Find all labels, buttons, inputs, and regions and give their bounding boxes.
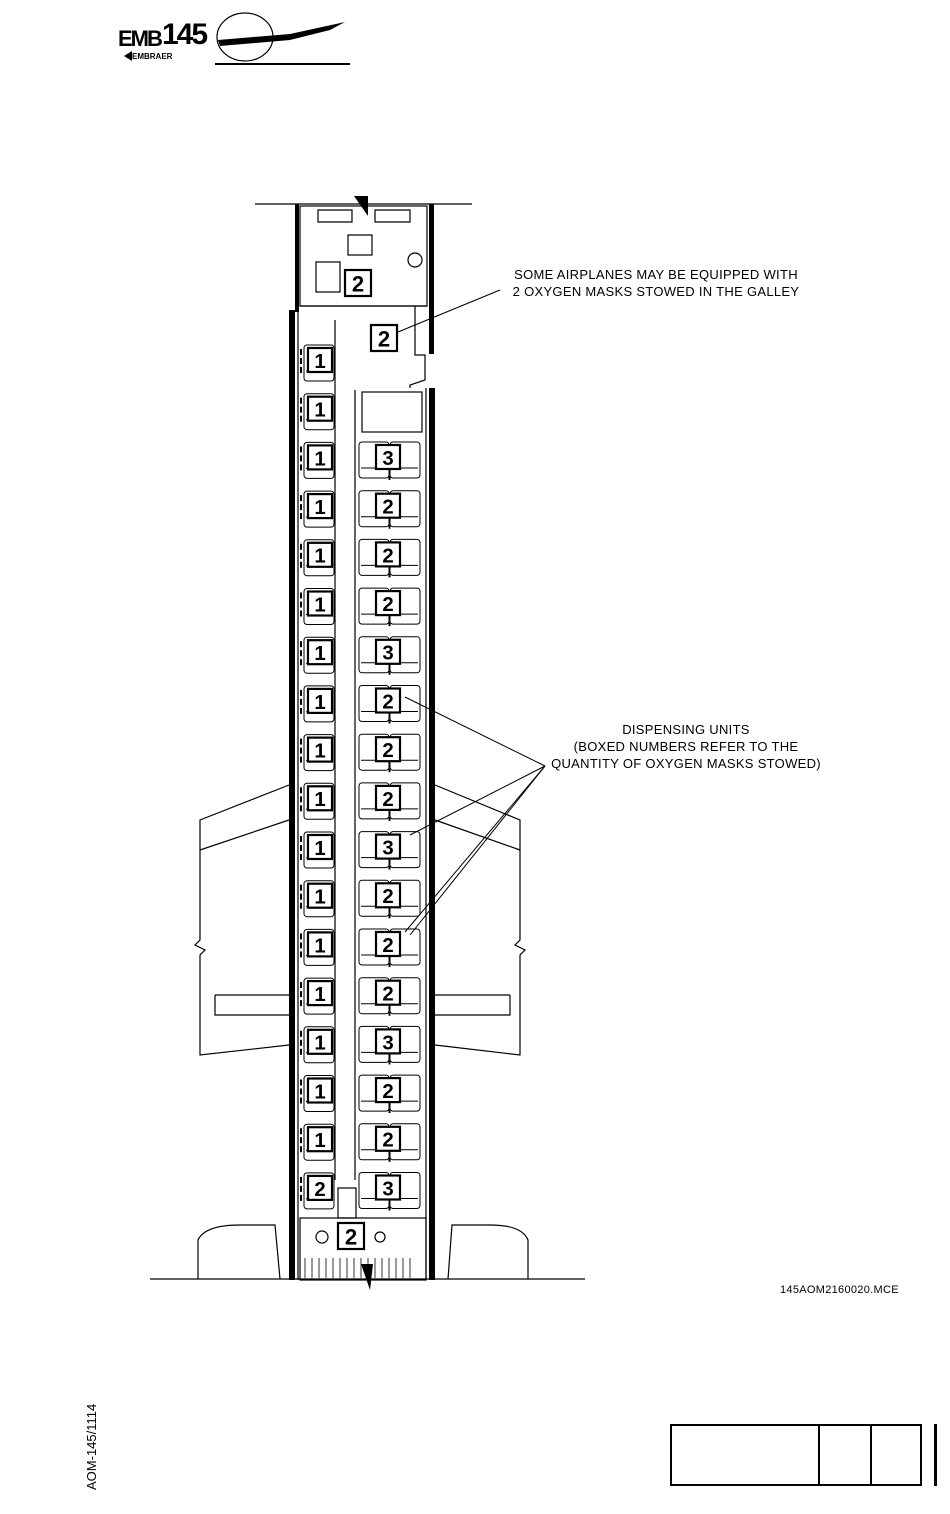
right-mask-box xyxy=(376,640,400,665)
right-mask-box-value: 2 xyxy=(382,545,394,568)
logo-number: 145 xyxy=(162,18,207,51)
revision-bar xyxy=(934,1424,937,1486)
galley-note-line1: SOME AIRPLANES MAY BE EQUIPPED WITH xyxy=(514,267,798,282)
left-window-mark xyxy=(300,903,302,909)
left-window-mark xyxy=(300,1080,302,1086)
left-window-mark xyxy=(300,446,302,452)
left-window-mark xyxy=(300,455,302,461)
rear-mask-box xyxy=(338,1223,364,1250)
left-mask-box-value: 1 xyxy=(314,643,326,666)
aft-lavatory-post xyxy=(338,1188,356,1218)
logo-model: EMB xyxy=(118,26,161,51)
left-window-mark xyxy=(300,942,302,948)
left-mask-box xyxy=(308,1176,332,1201)
left-wing-spar xyxy=(215,995,289,1015)
right-mask-box-value: 2 xyxy=(382,496,394,519)
left-window-mark xyxy=(300,836,302,842)
left-mask-box-value: 1 xyxy=(314,545,326,568)
left-mask-box-value: 1 xyxy=(314,1081,326,1104)
right-mask-box-value: 3 xyxy=(382,642,394,665)
left-mask-box-value: 1 xyxy=(314,691,326,714)
left-window-mark xyxy=(300,796,302,802)
left-mask-box-value: 1 xyxy=(314,935,326,958)
left-window-mark xyxy=(300,991,302,997)
galley-cabinet xyxy=(316,262,340,292)
galley-optional-mask-box-value: 2 xyxy=(377,326,391,352)
left-window-mark xyxy=(300,982,302,988)
left-mask-box xyxy=(308,884,332,909)
right-mask-box-value: 2 xyxy=(382,594,394,617)
right-mask-box xyxy=(376,835,400,860)
left-window-mark xyxy=(300,748,302,754)
left-mask-box xyxy=(308,981,332,1006)
revision-box-divider xyxy=(870,1426,872,1484)
dispensing-units-note xyxy=(540,721,832,772)
left-mask-box xyxy=(308,835,332,860)
aft-arrow-icon xyxy=(361,1264,373,1290)
left-window-mark xyxy=(300,349,302,355)
left-mask-box xyxy=(308,348,332,373)
left-window-mark xyxy=(300,513,302,519)
left-mask-box-value: 1 xyxy=(314,497,326,520)
left-window-mark xyxy=(300,845,302,851)
left-mask-box-value: 1 xyxy=(314,350,326,373)
left-window-mark xyxy=(300,739,302,745)
left-window-mark xyxy=(300,602,302,608)
right-mask-box-value: 2 xyxy=(382,983,394,1006)
right-mask-box xyxy=(376,591,400,616)
right-mask-box xyxy=(376,494,400,519)
left-mask-box xyxy=(308,397,332,422)
left-window-mark xyxy=(300,757,302,763)
right-mask-box-value: 2 xyxy=(382,788,394,811)
galley-wall-step xyxy=(410,306,425,388)
left-mask-box xyxy=(308,1079,332,1104)
left-mask-box xyxy=(308,592,332,617)
left-window-mark xyxy=(300,1040,302,1046)
right-mask-box-value: 2 xyxy=(382,934,394,957)
right-fuselage-wall xyxy=(429,388,435,1280)
left-mask-box-value: 1 xyxy=(314,399,326,422)
right-mask-box xyxy=(376,689,400,714)
front-left-wall xyxy=(295,204,299,312)
right-wing-spar xyxy=(435,995,510,1015)
right-mask-box-value: 2 xyxy=(382,1129,394,1152)
document-code xyxy=(70,1372,100,1492)
left-mask-box xyxy=(308,689,332,714)
forward-closet xyxy=(362,392,422,432)
left-window-mark xyxy=(300,641,302,647)
left-window-mark xyxy=(300,690,302,696)
left-mask-box xyxy=(308,738,332,763)
left-window-mark xyxy=(300,933,302,939)
left-window-mark xyxy=(300,854,302,860)
left-mask-box-value: 1 xyxy=(314,886,326,909)
galley-leader-line xyxy=(398,290,500,332)
left-window-mark xyxy=(300,464,302,470)
left-window-mark xyxy=(300,1137,302,1143)
left-wing-leading xyxy=(200,785,289,850)
left-mask-box-value: 1 xyxy=(314,1032,326,1055)
galley-knob-icon xyxy=(408,253,422,267)
right-mask-box xyxy=(376,445,400,470)
left-mask-box-value: 1 xyxy=(314,594,326,617)
right-mask-box xyxy=(376,737,400,762)
left-mask-box xyxy=(308,932,332,957)
left-window-mark xyxy=(300,593,302,599)
left-window-mark xyxy=(300,1089,302,1095)
dispensing-units-line2: (BOXED NUMBERS REFER TO THE xyxy=(573,739,799,754)
right-mask-box xyxy=(376,542,400,567)
left-window-mark xyxy=(300,805,302,811)
left-window-mark xyxy=(300,398,302,404)
left-window-mark xyxy=(300,1000,302,1006)
left-window-mark xyxy=(300,1186,302,1192)
left-mask-box xyxy=(308,640,332,665)
left-window-mark xyxy=(300,659,302,665)
left-mask-box-value: 1 xyxy=(314,740,326,763)
right-mask-box-value: 2 xyxy=(382,740,394,763)
left-window-mark xyxy=(300,367,302,373)
left-window-mark xyxy=(300,1031,302,1037)
right-mask-box-value: 3 xyxy=(382,837,394,860)
revision-box-divider xyxy=(818,1426,820,1484)
right-mask-box xyxy=(376,1078,400,1103)
galley-note xyxy=(496,266,816,300)
right-mask-box-value: 2 xyxy=(382,1081,394,1104)
right-mask-box xyxy=(376,981,400,1006)
left-mask-box-value: 1 xyxy=(314,984,326,1007)
left-mask-box xyxy=(308,1030,332,1055)
left-mask-box-value: 1 xyxy=(314,1130,326,1153)
logo-brand: EMBRAER xyxy=(132,52,173,61)
left-window-mark xyxy=(300,699,302,705)
left-window-mark xyxy=(300,495,302,501)
left-window-mark xyxy=(300,1146,302,1152)
galley-mask-box-value: 2 xyxy=(351,271,365,297)
emb-logo xyxy=(118,18,350,67)
right-engine-nacelle xyxy=(448,1225,528,1279)
left-window-mark xyxy=(300,1049,302,1055)
left-window-mark xyxy=(300,885,302,891)
right-wing-leading xyxy=(435,785,520,850)
right-mask-box-value: 2 xyxy=(382,886,394,909)
aft-knob-icon xyxy=(316,1231,328,1243)
left-mask-box xyxy=(308,786,332,811)
left-wing-body xyxy=(195,850,289,1055)
left-window-mark xyxy=(300,407,302,413)
left-window-mark xyxy=(300,894,302,900)
left-window-mark xyxy=(300,358,302,364)
dispensing-units-line3: QUANTITY OF OXYGEN MASKS STOWED) xyxy=(551,756,821,771)
left-window-mark xyxy=(300,1098,302,1104)
right-mask-box xyxy=(376,1176,400,1201)
left-engine-nacelle xyxy=(198,1225,280,1279)
galley-note-line2: 2 OXYGEN MASKS STOWED IN THE GALLEY xyxy=(512,284,800,299)
left-window-mark xyxy=(300,1177,302,1183)
left-mask-box xyxy=(308,494,332,519)
dispensing-units-line1: DISPENSING UNITS xyxy=(622,722,750,737)
left-window-mark xyxy=(300,553,302,559)
right-mask-box xyxy=(376,932,400,957)
aft-knob-icon xyxy=(375,1232,385,1242)
left-window-mark xyxy=(300,708,302,714)
left-mask-box xyxy=(308,1127,332,1152)
left-window-mark xyxy=(300,562,302,568)
left-mask-box-value: 1 xyxy=(314,837,326,860)
galley-mask-box xyxy=(345,270,371,297)
right-mask-box-value: 2 xyxy=(382,691,394,714)
left-mask-box-value: 2 xyxy=(314,1178,326,1201)
left-window-mark xyxy=(300,787,302,793)
right-mask-box xyxy=(376,1127,400,1152)
left-fuselage-wall xyxy=(289,310,295,1280)
left-window-mark xyxy=(300,1128,302,1134)
right-mask-box-value: 3 xyxy=(382,1032,394,1055)
right-mask-box xyxy=(376,786,400,811)
revision-box xyxy=(670,1424,922,1486)
left-window-mark xyxy=(300,1195,302,1201)
document-code-text: AOM-145/1114 xyxy=(84,1403,99,1490)
left-mask-box-value: 1 xyxy=(314,448,326,471)
rear-mask-box-value: 2 xyxy=(344,1224,358,1250)
left-mask-box xyxy=(308,543,332,568)
right-mask-box-value: 3 xyxy=(382,447,394,470)
right-mask-box xyxy=(376,883,400,908)
galley-optional-mask-box xyxy=(371,325,397,352)
left-window-mark xyxy=(300,544,302,550)
front-right-wall xyxy=(429,204,434,354)
galley-unit xyxy=(348,235,372,255)
left-window-mark xyxy=(300,951,302,957)
left-window-mark xyxy=(300,416,302,422)
left-mask-box-value: 1 xyxy=(314,789,326,812)
galley-doors xyxy=(318,210,410,222)
left-mask-box xyxy=(308,445,332,470)
right-mask-box-value: 3 xyxy=(382,1178,394,1201)
left-window-mark xyxy=(300,611,302,617)
left-window-mark xyxy=(300,650,302,656)
right-mask-box xyxy=(376,1029,400,1054)
figure-code: 145AOM2160020.MCE xyxy=(780,1284,899,1296)
left-window-mark xyxy=(300,504,302,510)
